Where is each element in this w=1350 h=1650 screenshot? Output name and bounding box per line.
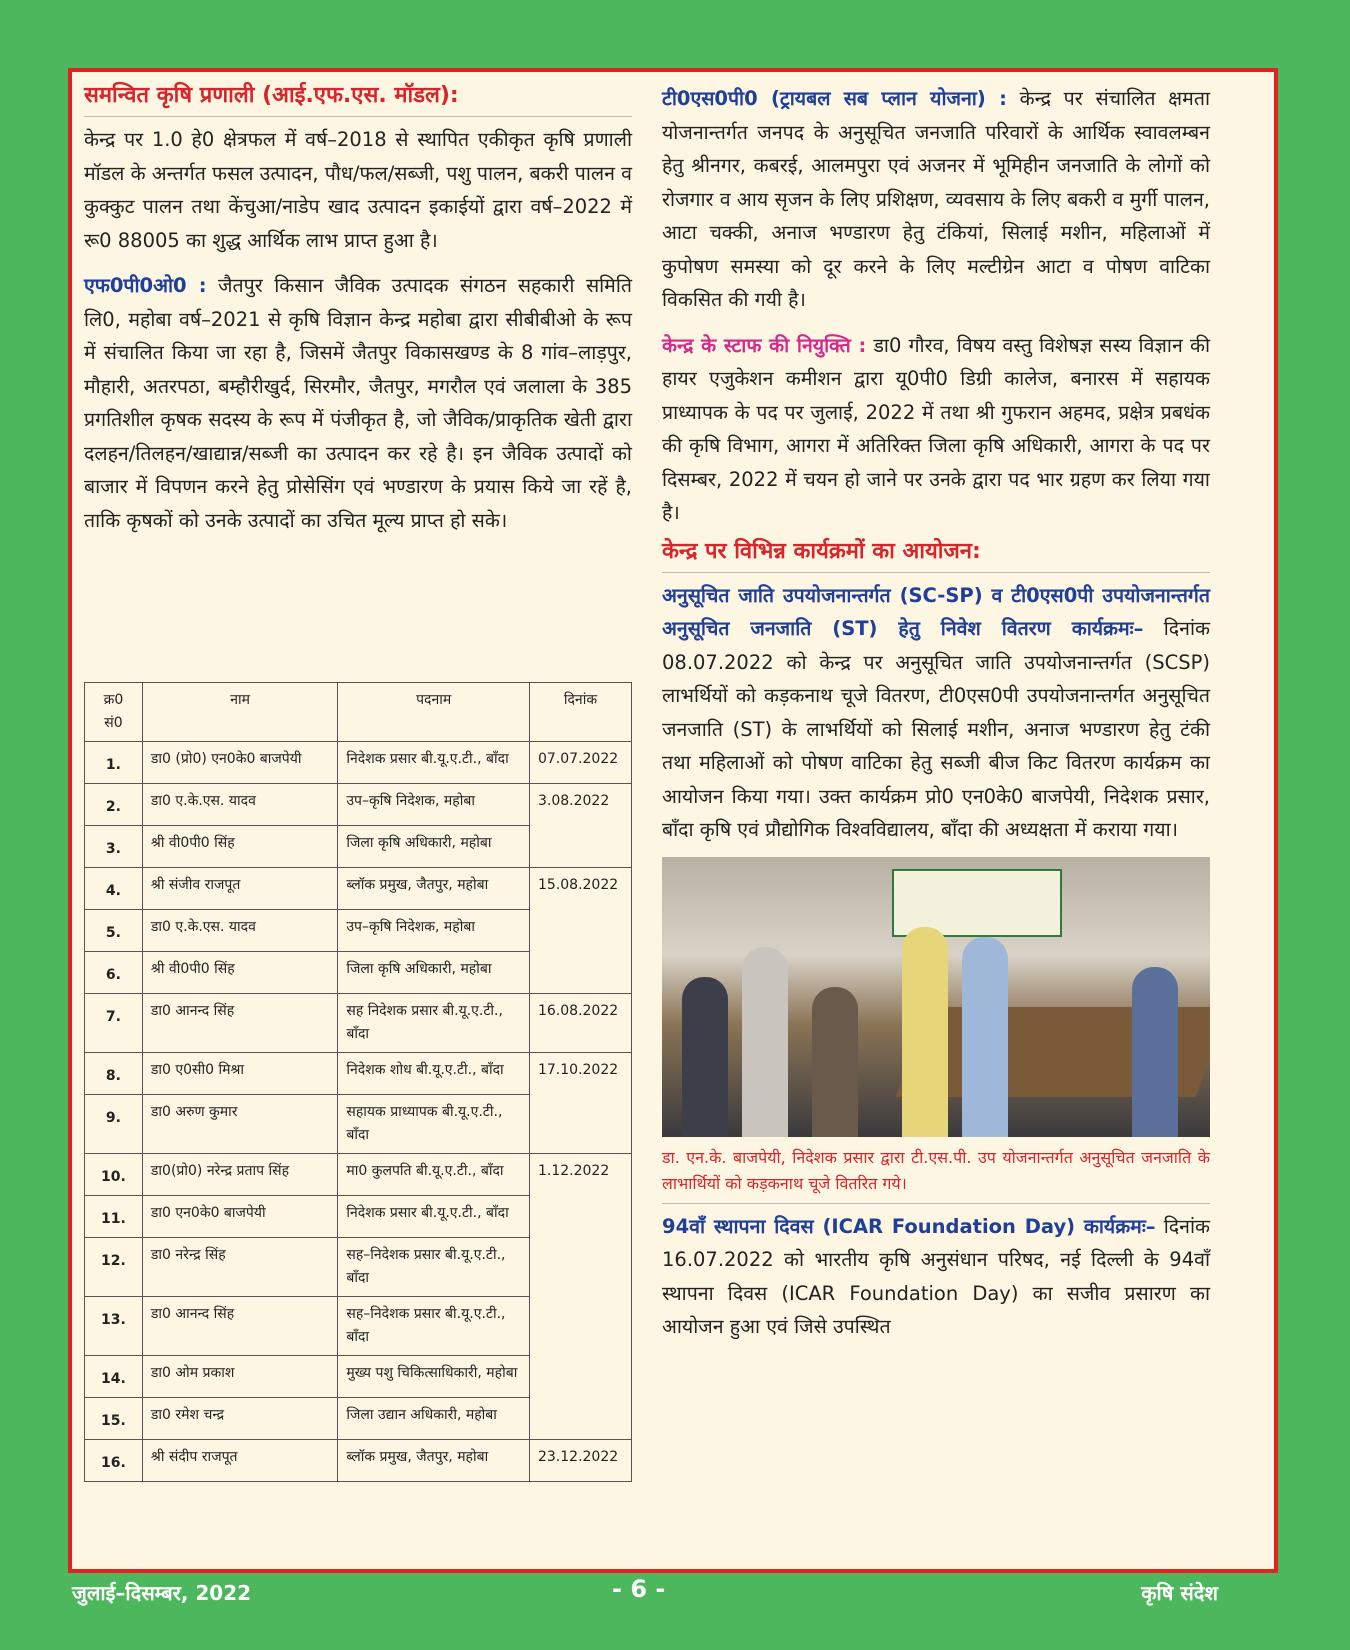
fpo-text: जैतपुर किसान जैविक उत्पादक संगठन सहकारी समिति लि0, महोबा वर्ष–2021 से कृषि विज्ञान केन्द्र महोबा द्वारा सीबीबीओ के रूप में संचालित किया जा रहा है, जिसमें जैतपुर विकासखण्ड के 8 गांव–लाड़पुर, मौहारी, अतरपठा, बम्हौरीखुर्द, सिरमौर, जैतपुर, मगरौल एवं जलाला के 385 प्रगतिशील कृषक सदस्य के रूप में पंजीकृत है, जो जैविक/प्राकृतिक खेती द्वारा दलहन/तिलहन/खाद्यान्न/सब्जी का उत्पादन कर रहे है। इन जैविक उत्पादों को बाजार में विपणन करने हेतु प्रोसेसिंग एवं भण्डारण के प्रयास किये जा रहें है, ताकि कृषकों को उनके उत्पादों का उचित मूल्य प्राप्त हो सके। — [84, 274, 633, 532]
footer-magazine-name: कृषि संदेश — [1141, 1581, 1218, 1605]
cell-serial: 2. — [85, 784, 143, 826]
tsp-heading: टी0एस0पी0 (ट्रायबल सब प्लान योजना) : — [662, 87, 1007, 110]
cell-serial: 9. — [85, 1095, 143, 1154]
photo-person — [962, 937, 1008, 1137]
cell-name: डा0 ए.के.एस. यादव — [142, 784, 337, 826]
cell-designation: निदेशक शोध बी.यू.ए.टी., बाँदा — [338, 1053, 530, 1095]
table-header-row — [85, 683, 632, 742]
icar-text: दिनांक 16.07.2022 को भारतीय कृषि अनुसंधान परिषद, नई दिल्ली के 94वाँ स्थापना दिवस (ICAR Foundation Day) का सजीव प्रसारण का आयोजन हुआ एवं जिसे उपस्थित — [662, 1214, 1210, 1338]
right-column — [662, 82, 1210, 1344]
cell-designation: सहायक प्राध्यापक बी.यू.ए.टी., बाँदा — [338, 1095, 530, 1154]
left-column — [84, 82, 632, 537]
cell-name: डा0 नरेन्द्र सिंह — [142, 1238, 337, 1297]
header-designation: पदनाम — [338, 683, 530, 742]
page-panel — [68, 68, 1278, 1573]
cell-designation: ब्लॉक प्रमुख, जैतपुर, महोबा — [338, 1440, 530, 1482]
photo-person — [682, 977, 728, 1137]
cell-designation: निदेशक प्रसार बी.यू.ए.टी., बाँदा — [338, 1196, 530, 1238]
cell-date: 23.12.2022 — [529, 1440, 631, 1482]
header-date: दिनांक — [529, 683, 631, 742]
cell-designation: निदेशक प्रसार बी.यू.ए.टी., बाँदा — [338, 742, 530, 784]
cell-serial: 8. — [85, 1053, 143, 1095]
cell-serial: 6. — [85, 952, 143, 994]
cell-name: श्री संदीप राजपूत — [142, 1440, 337, 1482]
cell-serial: 14. — [85, 1356, 143, 1398]
cell-serial: 11. — [85, 1196, 143, 1238]
table-row — [85, 742, 632, 784]
cell-name: डा0 (प्रो0) एन0के0 बाजपेयी — [142, 742, 337, 784]
cell-serial: 15. — [85, 1398, 143, 1440]
cell-name: श्री संजीव राजपूत — [142, 868, 337, 910]
cell-name: डा0 ओम प्रकाश — [142, 1356, 337, 1398]
cell-designation: सह–निदेशक प्रसार बी.यू.ए.टी., बाँदा — [338, 1297, 530, 1356]
cell-name: श्री वी0पी0 सिंह — [142, 826, 337, 868]
table-row — [85, 1154, 632, 1196]
scsp-text: दिनांक 08.07.2022 को केन्द्र पर अनुसूचित जाति उपयोजनान्तर्गत (SCSP) लाभर्थियों को कड़कनाथ चूजे वितरण, टी0एस0पी उपयोजनान्तर्गत अनुसूचित जनजाति (ST) के लाभर्थियों को सिलाई मशीन, अनाज भण्डारण हेतु टंकी तथा महिलाओं को पोषण वाटिका हेतु सब्जी बीज किट वितरण कार्यक्रम का आयोजन किया गया। उक्त कार्यक्रम प्रो0 एन0के0 बाजपेयी, निदेशक प्रसार, बाँदा कृषि एवं प्रौद्योगिक विश्वविद्यालय, बाँदा की अध्यक्षता में कराया गया। — [662, 617, 1210, 841]
staff-heading: केन्द्र के स्टाफ की नियुक्ति : — [662, 333, 867, 357]
cell-date: 16.08.2022 — [529, 994, 631, 1053]
cell-designation: जिला कृषि अधिकारी, महोबा — [338, 952, 530, 994]
photo-person — [902, 927, 948, 1137]
icar-heading: 94वाँ स्थापना दिवस (ICAR Foundation Day) कार्यक्रमः– — [662, 1214, 1156, 1238]
photo-person — [1132, 967, 1178, 1137]
cell-designation: उप–कृषि निदेशक, महोबा — [338, 784, 530, 826]
cell-serial: 5. — [85, 910, 143, 952]
cell-serial: 16. — [85, 1440, 143, 1482]
cell-serial: 1. — [85, 742, 143, 784]
cell-designation: मा0 कुलपति बी.यू.ए.टी., बाँदा — [338, 1154, 530, 1196]
photo-caption: डा. एन.के. बाजपेयी, निदेशक प्रसार द्वारा टी.एस.पी. उप योजनान्तर्गत अनुसूचित जनजाति के लाभार्थियों को कड़कनाथ चूजे वितरित गये। — [662, 1145, 1210, 1204]
cell-name: डा0 आनन्द सिंह — [142, 994, 337, 1053]
cell-name: श्री वी0पी0 सिंह — [142, 952, 337, 994]
header-serial: क्र0 सं0 — [85, 683, 143, 742]
table-row — [85, 784, 632, 826]
staff-table — [84, 682, 632, 1482]
tsp-text: केन्द्र पर संचालित क्षमता योजनान्तर्गत जनपद के अनुसूचित जनजाति परिवारों के आर्थिक स्वावलम्बन हेतु श्रीनगर, कबरई, आलमपुरा एवं अजनर में भूमिहीन जनजाति के लोगों को रोजगार व आय सृजन के लिए प्रशिक्षण, व्यवसाय के लिए बकरी व मुर्गी पालन, आटा चक्की, अनाज भण्डारण हेतु टंकियां, सिलाई मशीन, महिलाओं में कुपोषण समस्या को दूर करने के लिए मल्टीग्रेन आटा व पोषण वाटिका विकसित की गयी है। — [662, 87, 1210, 311]
cell-designation: ब्लॉक प्रमुख, जैतपुर, महोबा — [338, 868, 530, 910]
table-row — [85, 994, 632, 1053]
table-row — [85, 1440, 632, 1482]
events-heading: केन्द्र पर विभिन्न कार्यक्रमों का आयोजन: — [662, 538, 1210, 573]
cell-serial: 3. — [85, 826, 143, 868]
header-name: नाम — [142, 683, 337, 742]
cell-designation: सह–निदेशक प्रसार बी.यू.ए.टी., बाँदा — [338, 1238, 530, 1297]
cell-name: डा0 आनन्द सिंह — [142, 1297, 337, 1356]
cell-designation: जिला कृषि अधिकारी, महोबा — [338, 826, 530, 868]
ifs-paragraph: केन्द्र पर 1.0 हे0 क्षेत्रफल में वर्ष–2018 से स्थापित एकीकृत कृषि प्रणाली मॉडल के अन्तर्गत फसल उत्पादन, पौध/फल/सब्जी, पशु पालन, बकरी पालन व कुक्कुट पालन तथा केंचुआ/नाडेप खाद उत्पादन इकाईयों द्वारा वर्ष–2022 में रू0 88005 का शुद्ध आर्थिक लाभ प्राप्त हुआ है। — [84, 128, 633, 252]
table-row — [85, 1053, 632, 1095]
cell-serial: 7. — [85, 994, 143, 1053]
event-photo — [662, 857, 1210, 1137]
cell-name: डा0 अरुण कुमार — [142, 1095, 337, 1154]
cell-date: 1.12.2022 — [529, 1154, 631, 1440]
cell-designation: मुख्य पशु चिकित्साधिकारी, महोबा — [338, 1356, 530, 1398]
cell-designation: सह निदेशक प्रसार बी.यू.ए.टी., बाँदा — [338, 994, 530, 1053]
cell-name: डा0 ए0सी0 मिश्रा — [142, 1053, 337, 1095]
staff-paragraph — [662, 329, 1210, 530]
photo-person — [742, 947, 788, 1137]
footer-issue: जुलाई–दिसम्बर, 2022 — [72, 1581, 252, 1605]
cell-name: डा0 रमेश चन्द्र — [142, 1398, 337, 1440]
cell-name: डा0 ए.के.एस. यादव — [142, 910, 337, 952]
cell-date: 17.10.2022 — [529, 1053, 631, 1154]
fpo-paragraph — [84, 269, 632, 537]
icar-paragraph — [662, 1210, 1210, 1344]
cell-designation: उप–कृषि निदेशक, महोबा — [338, 910, 530, 952]
cell-date: 15.08.2022 — [529, 868, 631, 994]
fpo-heading: एफ0पी0ओ0 : — [84, 274, 207, 297]
cell-serial: 4. — [85, 868, 143, 910]
cell-date: 3.08.2022 — [529, 784, 631, 868]
page-footer — [72, 1575, 1218, 1615]
photo-banner — [892, 869, 1062, 937]
tsp-paragraph — [662, 82, 1210, 317]
cell-serial: 12. — [85, 1238, 143, 1297]
cell-serial: 13. — [85, 1297, 143, 1356]
scsp-heading: अनुसूचित जाति उपयोजनान्तर्गत (SC-SP) व टी0एस0पी उपयोजनान्तर्गत अनुसूचित जनजाति (ST) हेतु निवेश वितरण कार्यक्रमः– — [662, 583, 1210, 640]
footer-page-number: - 6 - — [612, 1575, 666, 1603]
cell-name: डा0 एन0के0 बाजपेयी — [142, 1196, 337, 1238]
cell-serial: 10. — [85, 1154, 143, 1196]
cell-date: 07.07.2022 — [529, 742, 631, 784]
staff-text: डा0 गौरव, विषय वस्तु विशेषज्ञ सस्य विज्ञान की हायर एजुकेशन कमीशन द्वारा यू0पी0 डिग्री कालेज, बनारस में सहायक प्राध्यापक के पद पर जुलाई, 2022 में तथा श्री गुफरान अहमद, प्रक्षेत्र प्रबधंक की कृषि विभाग, आगरा में अतिरिक्त जिला कृषि अधिकारी, आगरा के पद पर दिसम्बर, 2022 में चयन हो जाने पर उनके द्वारा पद भार ग्रहण कर लिया गया है। — [662, 333, 1210, 524]
photo-person — [812, 987, 858, 1137]
ifs-heading: समन्वित कृषि प्रणाली (आई.एफ.एस. मॉडल): — [84, 82, 632, 117]
cell-name: डा0(प्रो0) नरेन्द्र प्रताप सिंह — [142, 1154, 337, 1196]
cell-designation: जिला उद्यान अधिकारी, महोबा — [338, 1398, 530, 1440]
scsp-paragraph — [662, 579, 1210, 847]
table-row — [85, 868, 632, 910]
